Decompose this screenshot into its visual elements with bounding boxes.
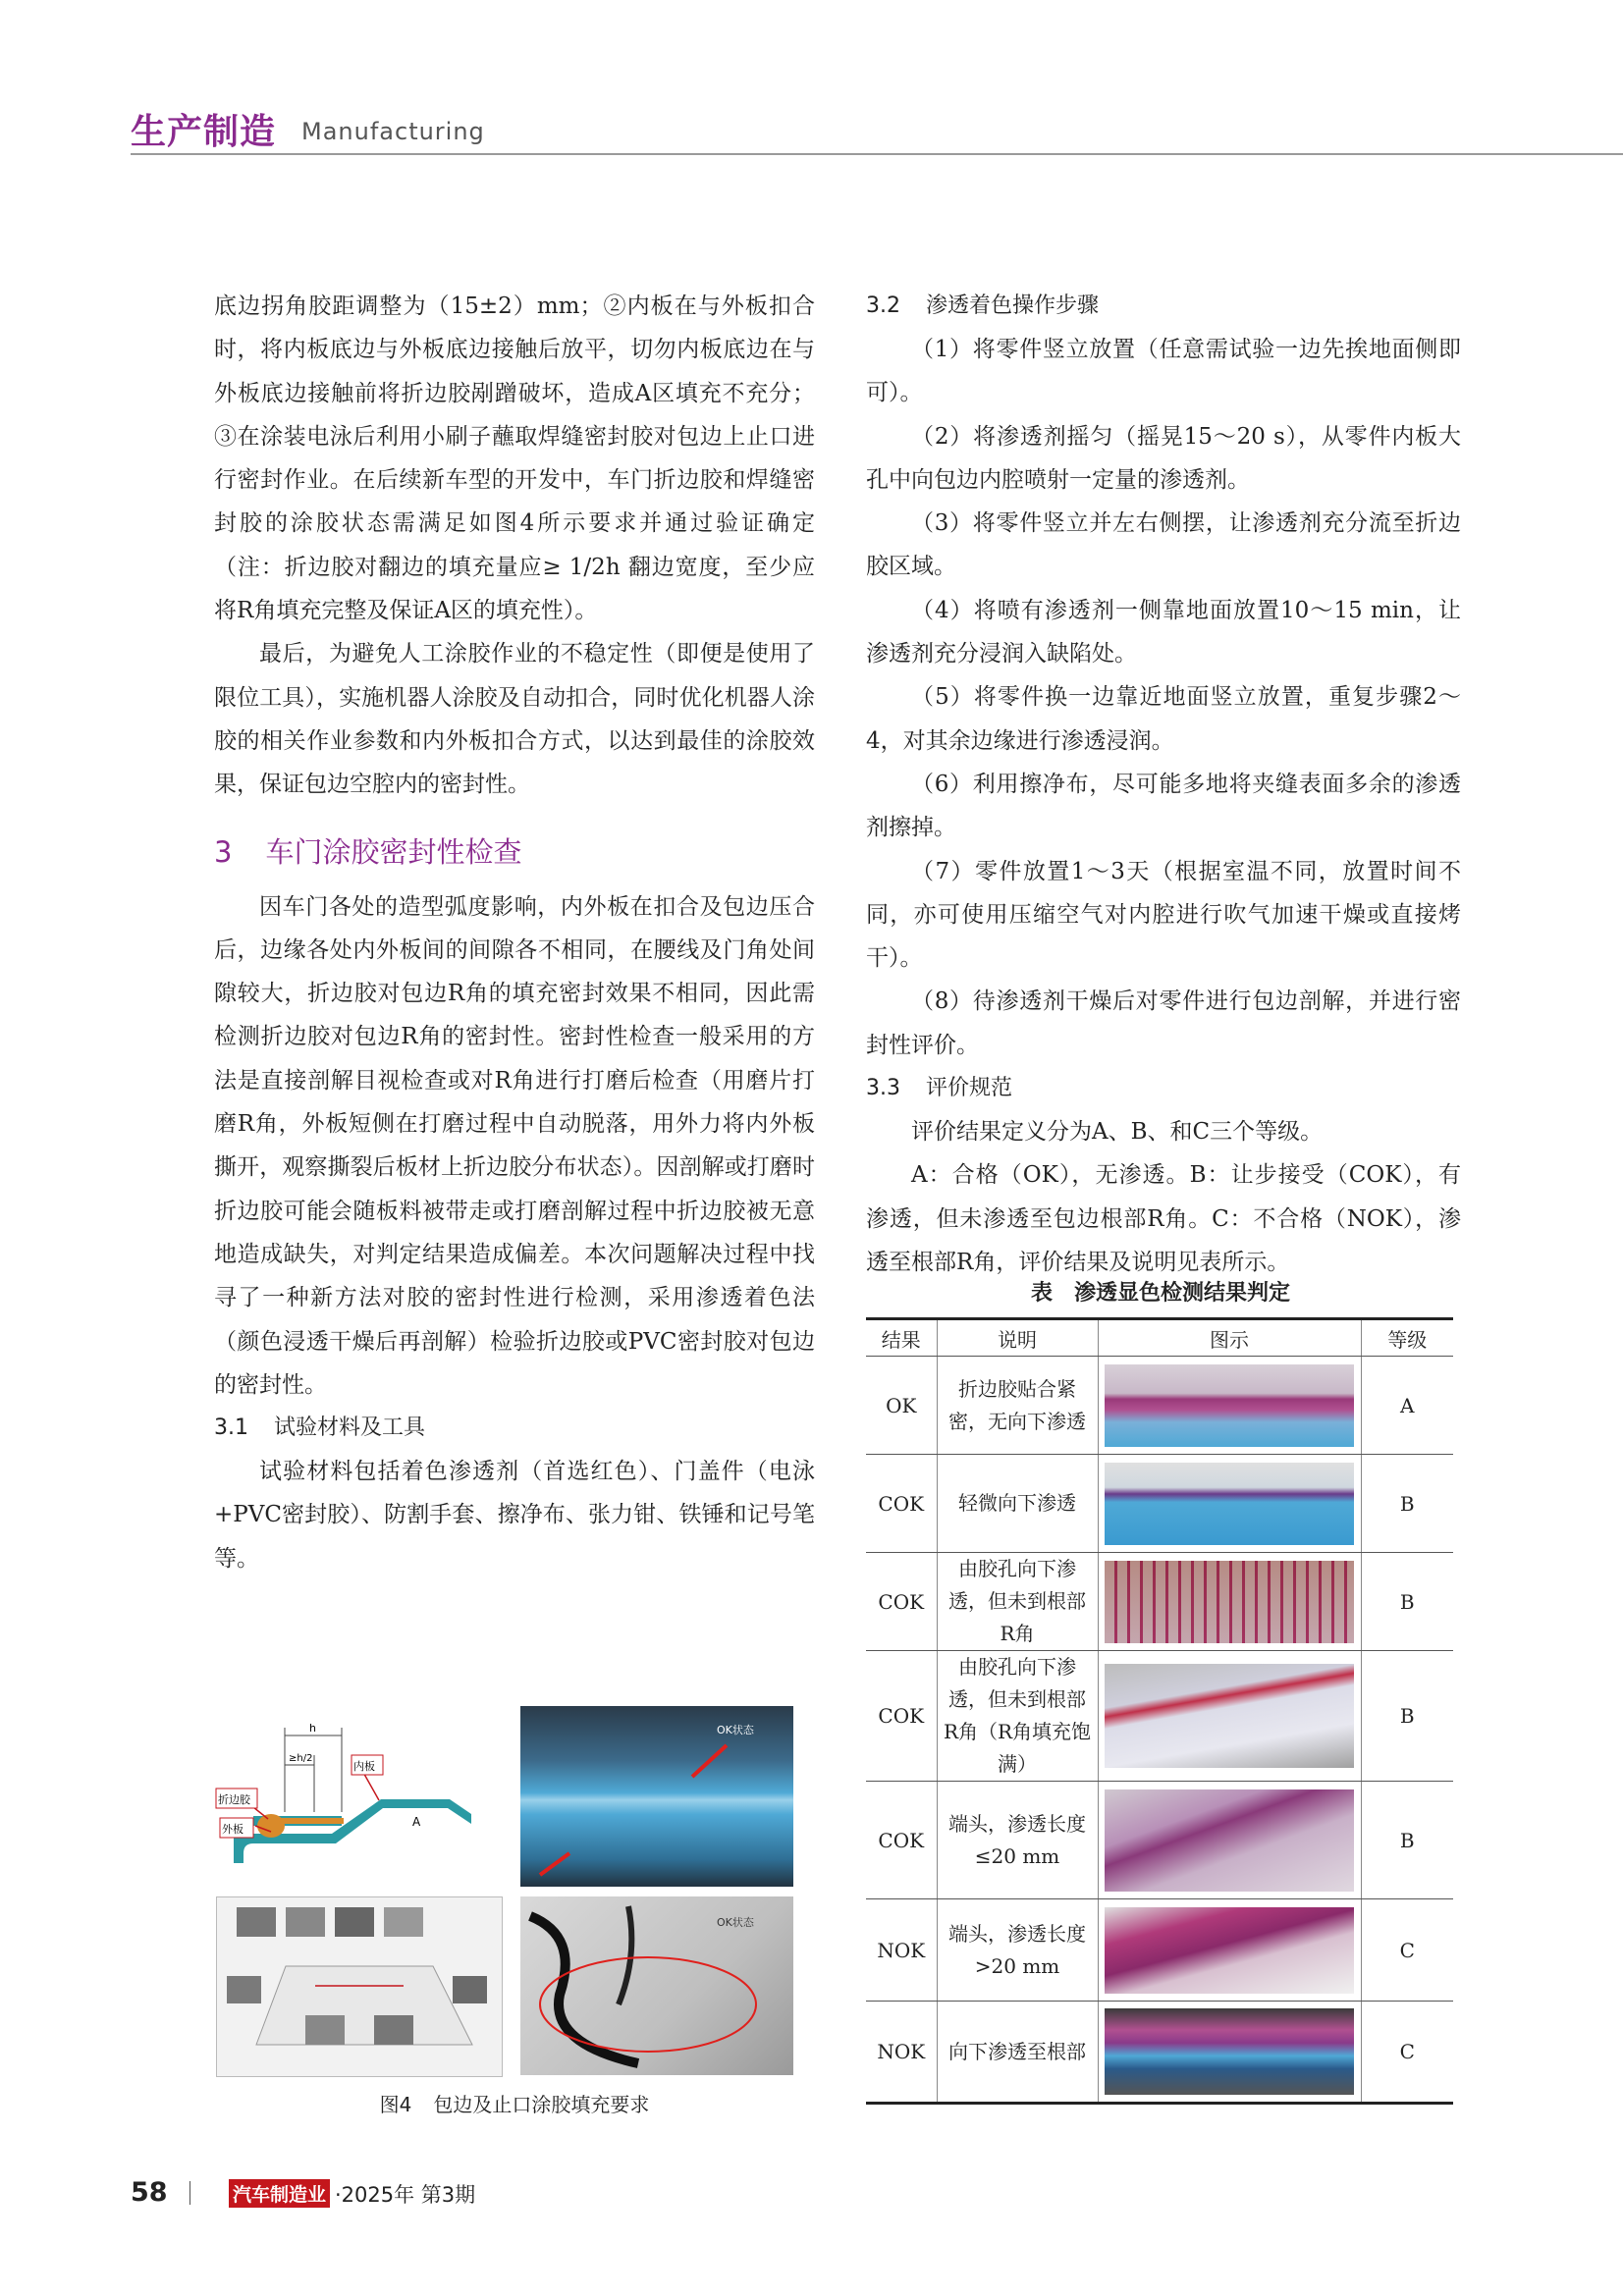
description-cell: 向下渗透至根部: [937, 2002, 1098, 2104]
description-cell: 由胶孔向下渗透，但未到根部R角（R角填充饱满）: [937, 1651, 1098, 1782]
h-label: h: [309, 1722, 316, 1735]
subsection-heading: [214, 1407, 815, 1450]
subsection-heading-text: 试验材料及工具: [274, 1415, 426, 1441]
paragraph: 底边拐角胶距调整为（15±2）mm；②内板在与外板扣合时，将内板底边与外板底边接触后放平，切勿内板底边在与外板底边接触前将折边胶剐蹭破坏，造成A区填充不充分；③在涂装电泳后利用小刷子蘸取焊缝密封胶对包边上止口进行密封作业。在后续新车型的开发中，车门折边胶和焊缝密封胶的涂胶状态需满足如图4所示要求并通过验证确定（注：折边胶对翻边的填充量应≥ 1/2h 翻边宽度，至少应将R角填充完整及保证A区的填充性）。: [214, 294, 815, 624]
result-photo: [1105, 2008, 1354, 2095]
illustration-cell: [1098, 1651, 1361, 1782]
paragraph: 评价结果定义分为A、B、和C三个等级。: [911, 1119, 1324, 1146]
table-title-text: 渗透显色检测结果判定: [1074, 1281, 1291, 1306]
grade-cell: B: [1361, 1455, 1453, 1553]
paragraph: 试验材料包括着色渗透剂（首选红色）、门盖件（电泳+PVC密封胶）、防割手套、擦净布、张力钳、铁锤和记号笔等。: [214, 1459, 815, 1572]
section-heading-text: 车门涂胶密封性检查: [265, 834, 522, 869]
procedure-step: （6）利用擦净布，尽可能多地将夹缝表面多余的渗透剂擦掉。: [866, 771, 1461, 841]
figure-number: 图4: [379, 2093, 412, 2116]
description-cell: 折边胶贴合紧密，无向下渗透: [937, 1357, 1098, 1455]
procedure-step: （3）将零件竖立并左右侧摆，让渗透剂充分流至折边胶区域。: [866, 510, 1461, 580]
hem-schematic-svg: [214, 1706, 505, 1887]
page-number: 58: [131, 2177, 168, 2208]
cross-section-overlay: [520, 1896, 793, 2075]
grade-cell: C: [1361, 2002, 1453, 2104]
penetration-result-table: [866, 1317, 1453, 2105]
result-cell: COK: [866, 1553, 937, 1651]
outer-panel-label: 外板: [222, 1823, 243, 1836]
hem-schematic: [214, 1706, 505, 1887]
table-header-cell: 等级: [1361, 1319, 1453, 1357]
procedure-step: （2）将渗透剂摇匀（摇晃15～20 s），从零件内板大孔中向包边内腔喷射一定量的渗透剂。: [866, 423, 1461, 493]
grade-cell: B: [1361, 1782, 1453, 1899]
collage-svg: [217, 1897, 502, 2076]
procedure-step: （8）待渗透剂干燥后对零件进行包边剖解，并进行密封性评价。: [866, 988, 1461, 1058]
table-row: [866, 1782, 1453, 1899]
right-column: [866, 285, 1461, 1284]
illustration-cell: [1098, 1357, 1361, 1455]
procedure-step: （7）零件放置1～3天（根据室温不同，放置时间不同，亦可使用压缩空气对内腔进行吹气加速干燥或直接烤干）。: [866, 858, 1461, 972]
subsection-heading-text: 渗透着色操作步骤: [926, 294, 1100, 318]
table-row: [866, 1899, 1453, 2002]
hem-glue-label: 折边胶: [218, 1793, 250, 1806]
table-row: [866, 1357, 1453, 1455]
table-row: [866, 1455, 1453, 1553]
result-cell: NOK: [866, 2002, 937, 2104]
cross-section-photo: [520, 1896, 793, 2075]
grade-cell: B: [1361, 1553, 1453, 1651]
procedure-step: （5）将零件换一边靠近地面竖立放置，重复步骤2～4，对其余边缘进行渗透浸润。: [866, 684, 1461, 754]
result-cell: COK: [866, 1782, 937, 1899]
figure-caption-text: 包边及止口涂胶填充要求: [433, 2093, 650, 2116]
grade-cell: C: [1361, 1899, 1453, 2002]
procedure-step: （4）将喷有渗透剂一侧靠地面放置10～15 min，让渗透剂充分浸润入缺陷处。: [866, 597, 1461, 667]
procedure-step: （1）将零件竖立放置（任意需试验一边先挨地面侧即可）。: [866, 337, 1461, 406]
subsection-heading-text: 评价规范: [926, 1076, 1013, 1101]
table-header-cell: 说明: [937, 1319, 1098, 1357]
illustration-cell: [1098, 1782, 1361, 1899]
table-row: [866, 1553, 1453, 1651]
result-photo: [1105, 1364, 1354, 1447]
description-cell: 轻微向下渗透: [937, 1455, 1098, 1553]
paragraph: A：合格（OK），无渗透。B：让步接受（COK），有渗透，但未渗透至包边根部R角。C：不合格（NOK），渗透至根部R角，评价结果及说明见表所示。: [866, 1162, 1461, 1275]
subsection-heading: [866, 285, 1461, 328]
description-cell: 端头，渗透长度>20 mm: [937, 1899, 1098, 2002]
illustration-cell: [1098, 1899, 1361, 2002]
description-cell: 端头，渗透长度≤20 mm: [937, 1782, 1098, 1899]
result-cell: NOK: [866, 1899, 937, 2002]
inner-panel-label: 内板: [353, 1760, 375, 1773]
subsection-number: 3.2: [866, 294, 900, 318]
grade-cell: A: [1361, 1357, 1453, 1455]
page-header: [0, 98, 1623, 157]
header-divider: [131, 153, 1623, 155]
grade-cell: B: [1361, 1651, 1453, 1782]
section-title-cn: 生产制造: [131, 112, 277, 152]
table-row: [866, 2002, 1453, 2104]
result-photo: [1105, 1907, 1354, 1994]
result-cell: OK: [866, 1357, 937, 1455]
table-number: 表: [1030, 1281, 1053, 1306]
result-photo: [1105, 1664, 1354, 1768]
figure-4-caption: [214, 2089, 815, 2117]
result-photo: [1105, 1561, 1354, 1643]
figure-4: [214, 1706, 793, 2077]
footer-divider: [189, 2181, 190, 2205]
paragraph: 因车门各处的造型弧度影响，内外板在扣合及包边压合后，边缘各处内外板间的间隙各不相同，在腰线及门角处间隙较大，折边胶对包边R角的填充密封效果不相同，因此需检测折边胶对包边R角的密封性。密封性检查一般采用的方法是直接剖解目视检查或对R角进行打磨后检查（用磨片打磨R角，外板短侧在打磨过程中自动脱落，用外力将内外板撕开，观察撕裂后板材上折边胶分布状态）。因剖解或打磨时折边胶可能会随板料被带走或打磨剖解过程中折边胶被无意地造成缺失，对判定结果造成偏差。本次问题解决过程中找寻了一种新方法对胶的密封性进行检测，采用渗透着色法（颜色浸透干燥后再剖解）检验折边胶或PVC密封胶对包边的密封性。: [214, 893, 815, 1398]
section-heading: [214, 828, 815, 876]
table-header-cell: 图示: [1098, 1319, 1361, 1357]
zone-a-label: A: [412, 1815, 421, 1829]
result-photo: [1105, 1789, 1354, 1892]
table-row: [866, 1651, 1453, 1782]
result-photo: [1105, 1463, 1354, 1545]
section-title-en: Manufacturing: [301, 118, 485, 145]
ok-status-label: OK状态: [717, 1916, 754, 1929]
result-cell: COK: [866, 1651, 937, 1782]
issue-info: ·2025年 第3期: [335, 2183, 476, 2207]
table-header-cell: 结果: [866, 1319, 937, 1357]
result-cell: COK: [866, 1455, 937, 1553]
illustration-cell: [1098, 2002, 1361, 2104]
paragraph: 最后，为避免人工涂胶作业的不稳定性（即便是使用了限位工具），实施机器人涂胶及自动扣合，同时优化机器人涂胶的相关作业参数和内外板扣合方式，以达到最佳的涂胶效果，保证包边空腔内的密封性。: [214, 641, 815, 798]
subsection-number: 3.1: [214, 1415, 248, 1441]
illustration-cell: [1098, 1455, 1361, 1553]
section-number: 3: [214, 834, 233, 869]
door-inspection-collage: [216, 1896, 503, 2077]
half-h-label: ≥h/2: [289, 1753, 313, 1764]
table-header-row: [866, 1319, 1453, 1357]
subsection-number: 3.3: [866, 1076, 900, 1101]
journal-logo: 汽车制造业: [229, 2179, 330, 2208]
table-title: [866, 1276, 1455, 1307]
sealant-photo-overlay: [520, 1706, 793, 1887]
ok-status-label: OK状态: [717, 1724, 754, 1736]
sealant-photo-ok: [520, 1706, 793, 1887]
description-cell: 由胶孔向下渗透，但未到根部R角: [937, 1553, 1098, 1651]
subsection-heading: [866, 1067, 1461, 1110]
left-column: [214, 285, 815, 1580]
illustration-cell: [1098, 1553, 1361, 1651]
